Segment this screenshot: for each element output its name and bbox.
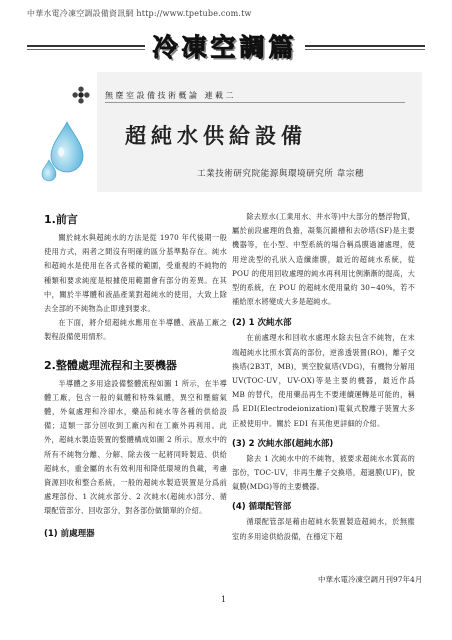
subsection-heading-circulation: (4) 循環配管部 [232, 502, 292, 513]
banner-title-box [145, 28, 305, 64]
section-heading-process: 2.整體處理流程和主要機器 [44, 358, 177, 372]
flower-logo-icon [72, 86, 90, 104]
section-banner [0, 24, 452, 64]
right-column [232, 205, 415, 544]
paragraph: 循環配管部是藉由超純水裝置製造超純水，於無塵室的多用途供給設備，在穩定下超 [232, 517, 415, 541]
paragraph: 除去 1 次純水中的不純物，被要求超純水水質高的部份，TOC-UV，非再生離子交換塔，超過膜(UF)，脫氣膜(MDG)等的主要機器。 [232, 453, 415, 492]
subsection-heading-pretreatment: (1) 前處理器 [44, 528, 95, 539]
water-drops-icon [37, 114, 97, 184]
series-divider [105, 102, 405, 103]
paragraph: 除去原水(工業用水、井水等)中大部分的懸浮物質，屬於前段處理的負擔，凝集沉澱槽和去砂塔(SF)是主要機器等，在小型、中型系統的場合稱爲膜過濾處理，使用逆洗型的孔狀入造纖維膜，最近的超純水系統，從 POU 的使用回收處理的純水再利用比例漸漸的提高，大型的系統，在 POU 的超純水使用量約 30~40%，若不補給原水將變成大多是超純水。 [232, 212, 415, 307]
subsection-heading-ultrapure-water: (3) 2 次純水部(超純水部) [232, 438, 334, 449]
header-illustration-panel [27, 72, 97, 192]
paragraph: 關於純水與超純水的方法是從 1970 年代後期一般使用方式，兩者之間沒有明確的區分基準點存在。純水和超純水是使用在各式各樣的範圍，受重視的不純物的種類和要求純度是根據使用範圍會有部分的差異。在其中，關於半導體和液晶產業對超純水的使用，大致上除去全部的不純物為止即達到要求。 [44, 233, 227, 314]
banner-title: 冷凍空調篇 [152, 33, 298, 62]
article-header [27, 72, 422, 192]
page-number: 1 [221, 595, 227, 604]
footer-credit: 中華水電冷凍空調月刊97年4月 [318, 575, 423, 584]
series-label: 無塵室設備技術概論 連載二 [105, 91, 237, 100]
author-affiliation: 工業技術研究院能源與環境研究所 韋宗穗 [197, 169, 365, 179]
article-title: 超純水供給設備 [125, 123, 307, 148]
paragraph: 在前處理水和回收水處理水除去包含不純物，在末端超純水比照水質高的部份，逆滲透裝置(RO)，離子交換塔(2B3T，MB)，異空脫氣塔(VDG)，有機物分解用 UV(TOC-UV，UV-OX)等是主要的機器，最近作爲 MB 的替代，使用藥品再生不要連續運轉是可能的，稱爲 EDI(Electrodeionization)電氣式脫離子裝置大多正被使用中。關於 EDI 有其他更詳細的介紹。 [232, 333, 415, 428]
paragraph: 在下面，將介紹超純水應用在半導體、液晶工廠之製程設備使用情形。 [44, 318, 227, 342]
site-header: 中華水電冷凍空調設備資訊網 http://www.tpetube.com.tw [27, 9, 252, 18]
paragraph: 半導體之多用途設備整體流程如圖 1 所示，在半導體工廠，包含一般的氣體和特殊氣體，異空和壓縮氣體，外氣處理和冷卻水，藥品和純水等各種的供給設備；這類一部分回收到工廠內和在工廠外再利用。此外，超純水製造裝置的整體構成如圖 2 所示。原水中的所有不純物分離、分解、除去後一起將同時製造、供給超純水，重金屬的水有效利用和降低環境的負載，考慮資源回收和整合系統，一般的超純水製造裝置是分爲前處理部份、1 次純水部分、2 次純水(超純水)部分、循環配管部分、回收部分，對各部份做簡單的介紹。 [44, 378, 227, 516]
subsection-heading-primary-water: (2) 1 次純水部 [232, 318, 292, 329]
left-column [44, 205, 227, 542]
section-heading-intro: 1.前言 [44, 213, 78, 226]
